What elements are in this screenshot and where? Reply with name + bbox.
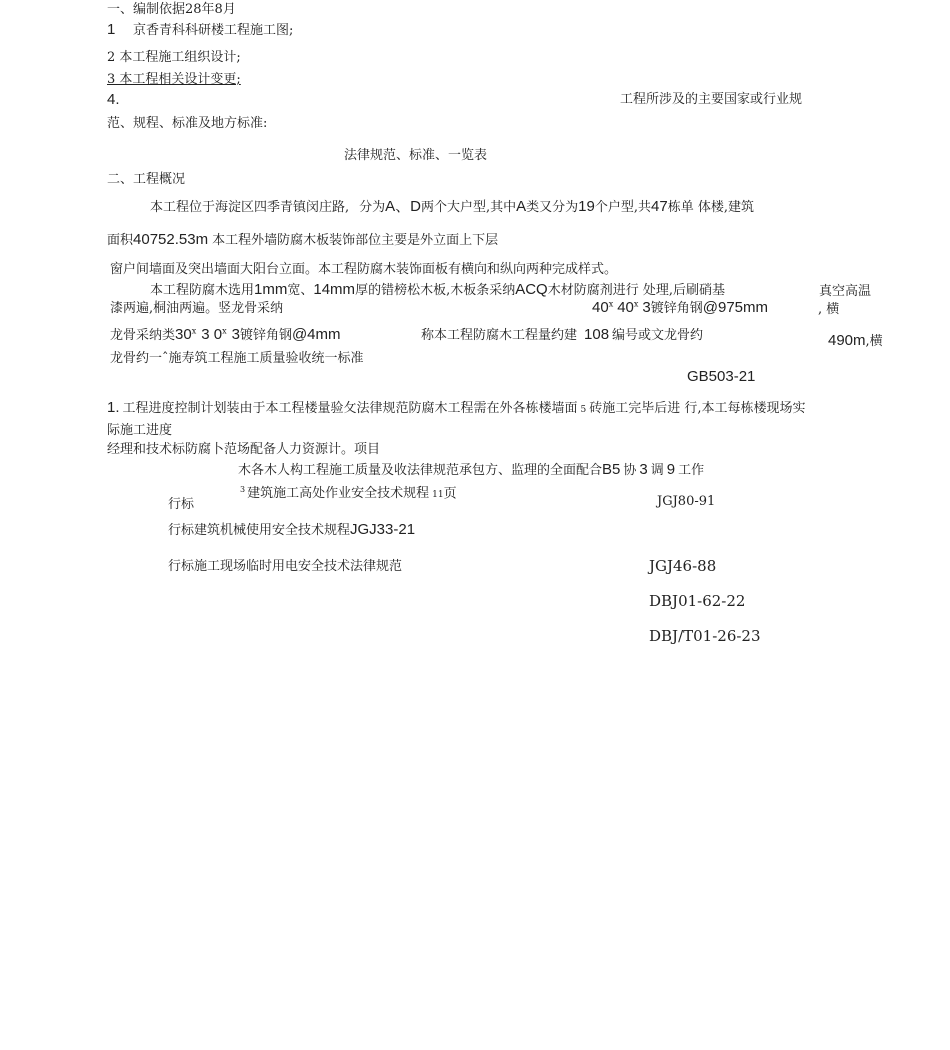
side-note-490: 490m,横 xyxy=(828,332,883,349)
overview-paragraph-1-line-2: 面积40752.53m 本工程外墙防腐木板装饰部位主要是外立面上下层 xyxy=(107,231,499,248)
standard-code-gb: GB503-21 xyxy=(687,368,756,385)
basis-item-1: 京香青科科研楼工程施工图; xyxy=(133,23,294,38)
overview-paragraph-2-line-2: 漆两遍,桐油两遍。竖龙骨采纳 xyxy=(110,301,284,316)
standard-row-3-name: 行标施工现场临时用电安全技术法律规范 xyxy=(168,559,403,574)
progress-line-2: 际施工进度 xyxy=(107,423,173,438)
section-heading-overview: 二、工程概况 xyxy=(107,172,186,187)
progress-line-1: 1. 工程进度控制计划装由于本工程楼量验攵法律规范防腐木工程需在外各栋楼墙面 5 砖施工完毕后进 行,本工每栋楼现场实 xyxy=(107,399,806,416)
basis-item-4-number: 4. xyxy=(107,91,120,108)
overview-paragraph-1-line-3: 窗户间墙面及突出墙面大阳台立面。本工程防腐木装饰面板有横向和纵向两种完成样式。 xyxy=(110,262,618,277)
standards-table-title: 法律规范、标准、一览表 xyxy=(344,148,488,163)
section-heading-basis: 一、编制依据28年8月 xyxy=(107,2,236,17)
basis-item-2: 2 本工程施工组织设计; xyxy=(107,50,241,65)
standard-row-2: 行标建筑机械使用安全技术规程JGJ33-21 xyxy=(168,521,416,538)
overview-paragraph-1-line-1: 本工程位于海淀区四季青镇闵庄路, 分为A、D两个大户型,其中A类又分为19个户型,共47栋单 体楼,建筑 xyxy=(150,198,754,215)
progress-line-3: 经理和技术标防腐卜范场配备人力资源计。项目 xyxy=(107,442,381,457)
basis-item-1-number: 1 xyxy=(107,21,116,38)
standard-row-1-category: 行标 xyxy=(168,497,195,512)
standard-row-4-code: DBJ01-62-22 xyxy=(649,592,746,610)
standard-row-5-code: DBJ/T01-26-23 xyxy=(649,627,761,645)
basis-item-3: 3 本工程相关设计变更; xyxy=(107,72,241,87)
vertical-keel-spec: 40$^x$ 40$^x$ 3镀锌角钢@975mm xyxy=(592,299,769,316)
quantity-note: 称本工程防腐木工程量约建 108 编号或文龙骨约 xyxy=(421,326,704,343)
basis-item-4-continuation: 范、规程、标准及地方标准: xyxy=(107,116,268,131)
overview-paragraph-2-line-1: 本工程防腐木选用1mm宽、14mm厚的错榜松木板,木板条采纳ACQ木材防腐剂进行 处理,后刷硝基 xyxy=(150,281,725,298)
standard-row-1-code: JGJ80-91 xyxy=(657,494,716,509)
side-note-vacuum: 真空高温 xyxy=(819,284,872,299)
basis-item-4-text: 工程所涉及的主要国家或行业规 xyxy=(620,92,803,107)
standard-row-3-code: JGJ46-88 xyxy=(649,557,717,575)
overview-paragraph-2-line-3: 龙骨采纳类30$^x$ 3 0$^x$ 3镀锌角钢@4mm xyxy=(110,326,341,343)
overview-paragraph-2-line-4: 龙骨约一ˆ施寿筑工程施工质量验收统一标准 xyxy=(110,351,364,366)
standard-row-1-name: $^3$ 建筑施工高处作业安全技术规程 11页 xyxy=(240,485,457,502)
progress-line-4: 木各木人构工程施工质量及收法律规范承包方、监理的全面配合B5 协 3 调 9 工作 xyxy=(238,461,705,478)
side-note-horizontal: , 横 xyxy=(818,302,840,317)
